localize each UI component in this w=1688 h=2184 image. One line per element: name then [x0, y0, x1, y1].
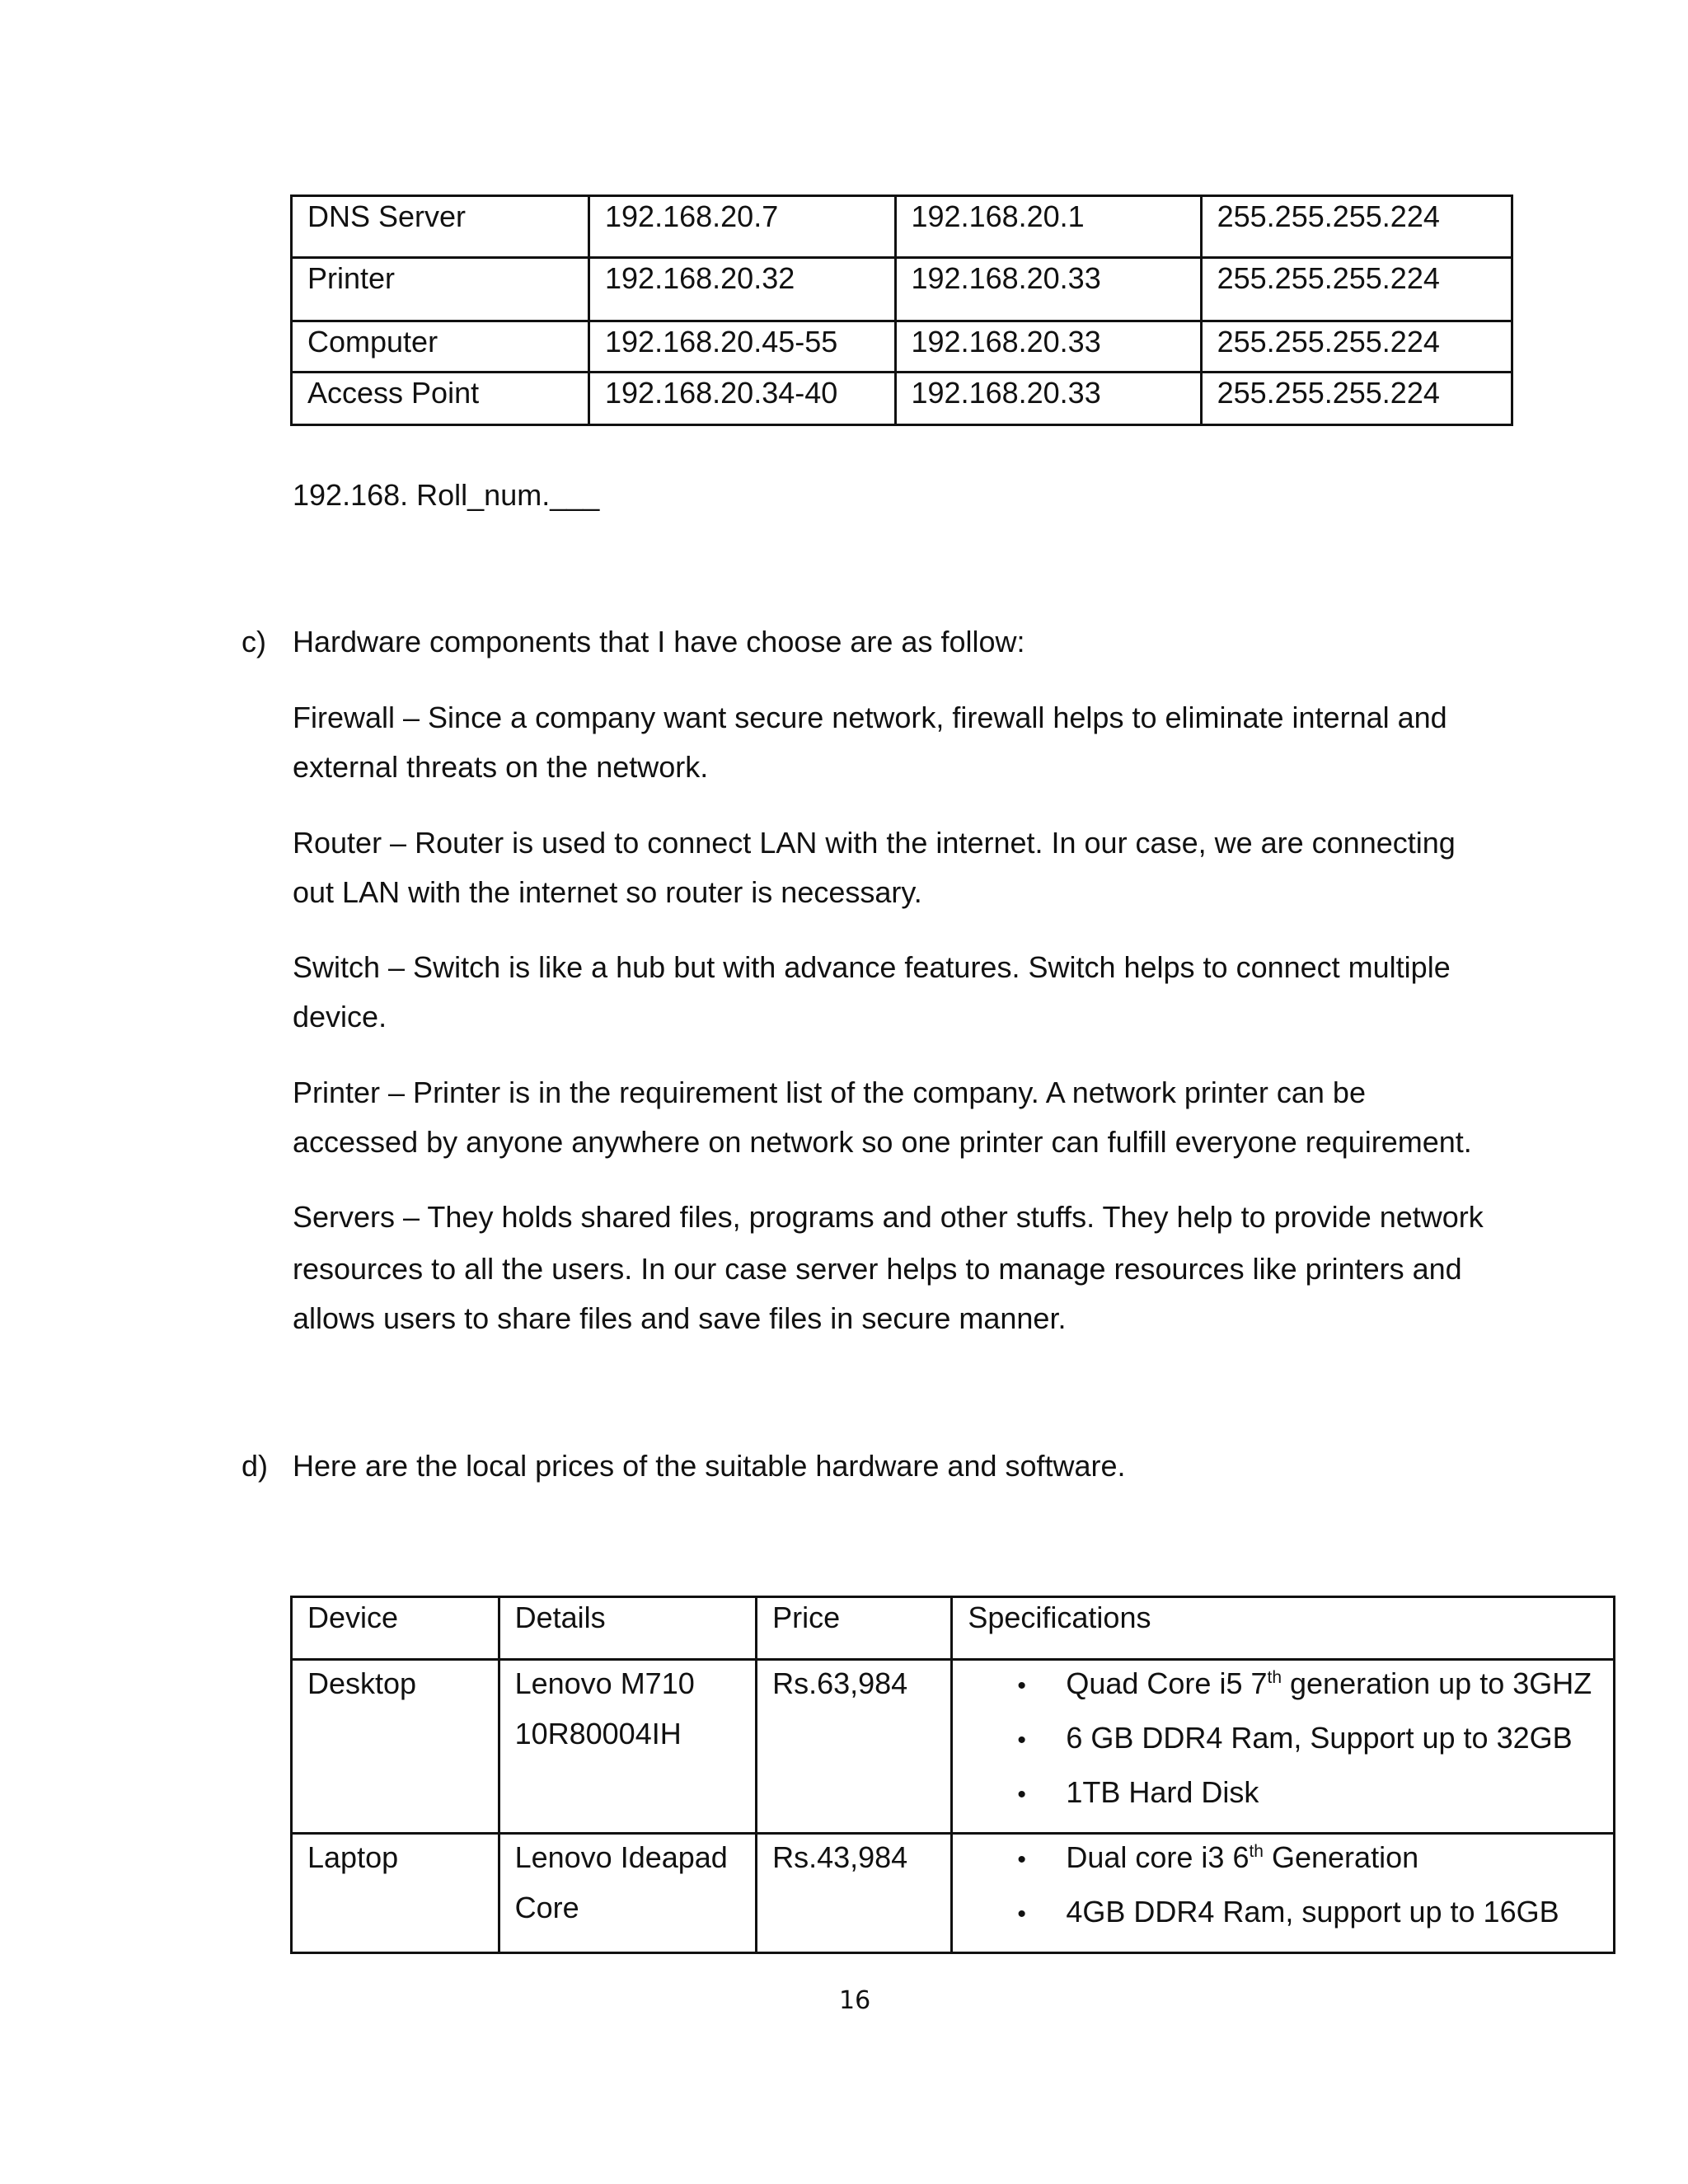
paragraph-line: Switch – Switch is like a hub but with advance features. Switch helps to connect multiple [293, 950, 1451, 984]
section-c-marker: c) [241, 625, 266, 658]
device-cell: Printer [307, 261, 396, 295]
mask-cell: 255.255.255.224 [1217, 199, 1440, 233]
paragraph-line: Servers – They holds shared files, programs and other stuffs. They help to provide network [293, 1200, 1484, 1234]
paragraph-line: device. [293, 1000, 387, 1033]
price-cell: Rs.43,984 [772, 1840, 908, 1874]
header-details: Details [514, 1601, 606, 1634]
section-c-heading: Hardware components that I have choose are as follow: [293, 625, 1025, 658]
table-row [292, 373, 1512, 425]
header-device: Device [307, 1601, 399, 1634]
mask-cell: 255.255.255.224 [1217, 376, 1440, 410]
device-cell: DNS Server [307, 199, 467, 233]
paragraph-line: Printer – Printer is in the requirement list of the company. A network printer can be [293, 1076, 1366, 1109]
header-specifications: Specifications [968, 1601, 1151, 1634]
bullet-icon: • [1017, 1900, 1026, 1928]
paragraph-line: out LAN with the internet so router is necessary. [293, 875, 922, 909]
spec-item: • Dual core i3 6th Generation [1017, 1840, 1419, 1874]
spec-item: • 6 GB DDR4 Ram, Support up to 32GB [1017, 1721, 1573, 1755]
section-d-heading: Here are the local prices of the suitable hardware and software. [293, 1449, 1126, 1483]
bullet-icon: • [1017, 1727, 1026, 1754]
details-line: Lenovo M710 [514, 1666, 695, 1700]
details-line: 10R80004IH [514, 1717, 682, 1750]
table-row [292, 321, 1512, 373]
header-price: Price [772, 1601, 841, 1634]
mask-cell: 255.255.255.224 [1217, 261, 1440, 295]
table-header-row [292, 1597, 1615, 1660]
device-cell: Laptop [307, 1840, 399, 1874]
spec-list [953, 1661, 1613, 1832]
price-table [290, 1596, 1615, 1954]
details-line: Core [514, 1891, 579, 1924]
paragraph-line: allows users to share files and save files in secure manner. [293, 1301, 1067, 1335]
device-cell: Desktop [307, 1666, 417, 1700]
bullet-icon: • [1017, 1781, 1026, 1808]
table-row [292, 196, 1512, 258]
ip-format-note: 192.168. Roll_num.___ [293, 478, 600, 512]
table-row [292, 1834, 1615, 1953]
page-number: 16 [839, 1986, 871, 2015]
ip-cell: 192.168.20.32 [605, 261, 795, 295]
ip-cell: 192.168.20.34-40 [605, 376, 838, 410]
gateway-cell: 192.168.20.33 [911, 376, 1101, 410]
device-cell: Computer [307, 325, 438, 359]
ip-cell: 192.168.20.45-55 [605, 325, 838, 359]
mask-cell: 255.255.255.224 [1217, 325, 1440, 359]
ip-cell: 192.168.20.7 [605, 199, 779, 233]
table-row [292, 1660, 1615, 1834]
spec-item: • Quad Core i5 7th generation up to 3GHZ [1017, 1666, 1592, 1700]
price-cell: Rs.63,984 [772, 1666, 908, 1700]
paragraph-line: accessed by anyone anywhere on network so one printer can fulfill everyone requirement. [293, 1125, 1472, 1159]
gateway-cell: 192.168.20.33 [911, 261, 1101, 295]
paragraph-line: Router – Router is used to connect LAN with the internet. In our case, we are connecting [293, 826, 1456, 860]
bullet-icon: • [1017, 1846, 1026, 1873]
device-cell: Access Point [307, 376, 480, 410]
details-line: Lenovo Ideapad [514, 1840, 728, 1874]
section-d-marker: d) [241, 1449, 269, 1483]
paragraph-line: external threats on the network. [293, 750, 709, 784]
gateway-cell: 192.168.20.1 [911, 199, 1085, 233]
spec-item: • 1TB Hard Disk [1017, 1775, 1259, 1809]
gateway-cell: 192.168.20.33 [911, 325, 1101, 359]
paragraph-line: Firewall – Since a company want secure network, firewall helps to eliminate internal and [293, 701, 1447, 734]
ip-table [290, 194, 1513, 426]
bullet-icon: • [1017, 1672, 1026, 1699]
paragraph-line: resources to all the users. In our case server helps to manage resources like printers and [293, 1252, 1462, 1286]
spec-item: • 4GB DDR4 Ram, support up to 16GB [1017, 1895, 1559, 1929]
spec-list [953, 1835, 1613, 1952]
table-row [292, 258, 1512, 321]
